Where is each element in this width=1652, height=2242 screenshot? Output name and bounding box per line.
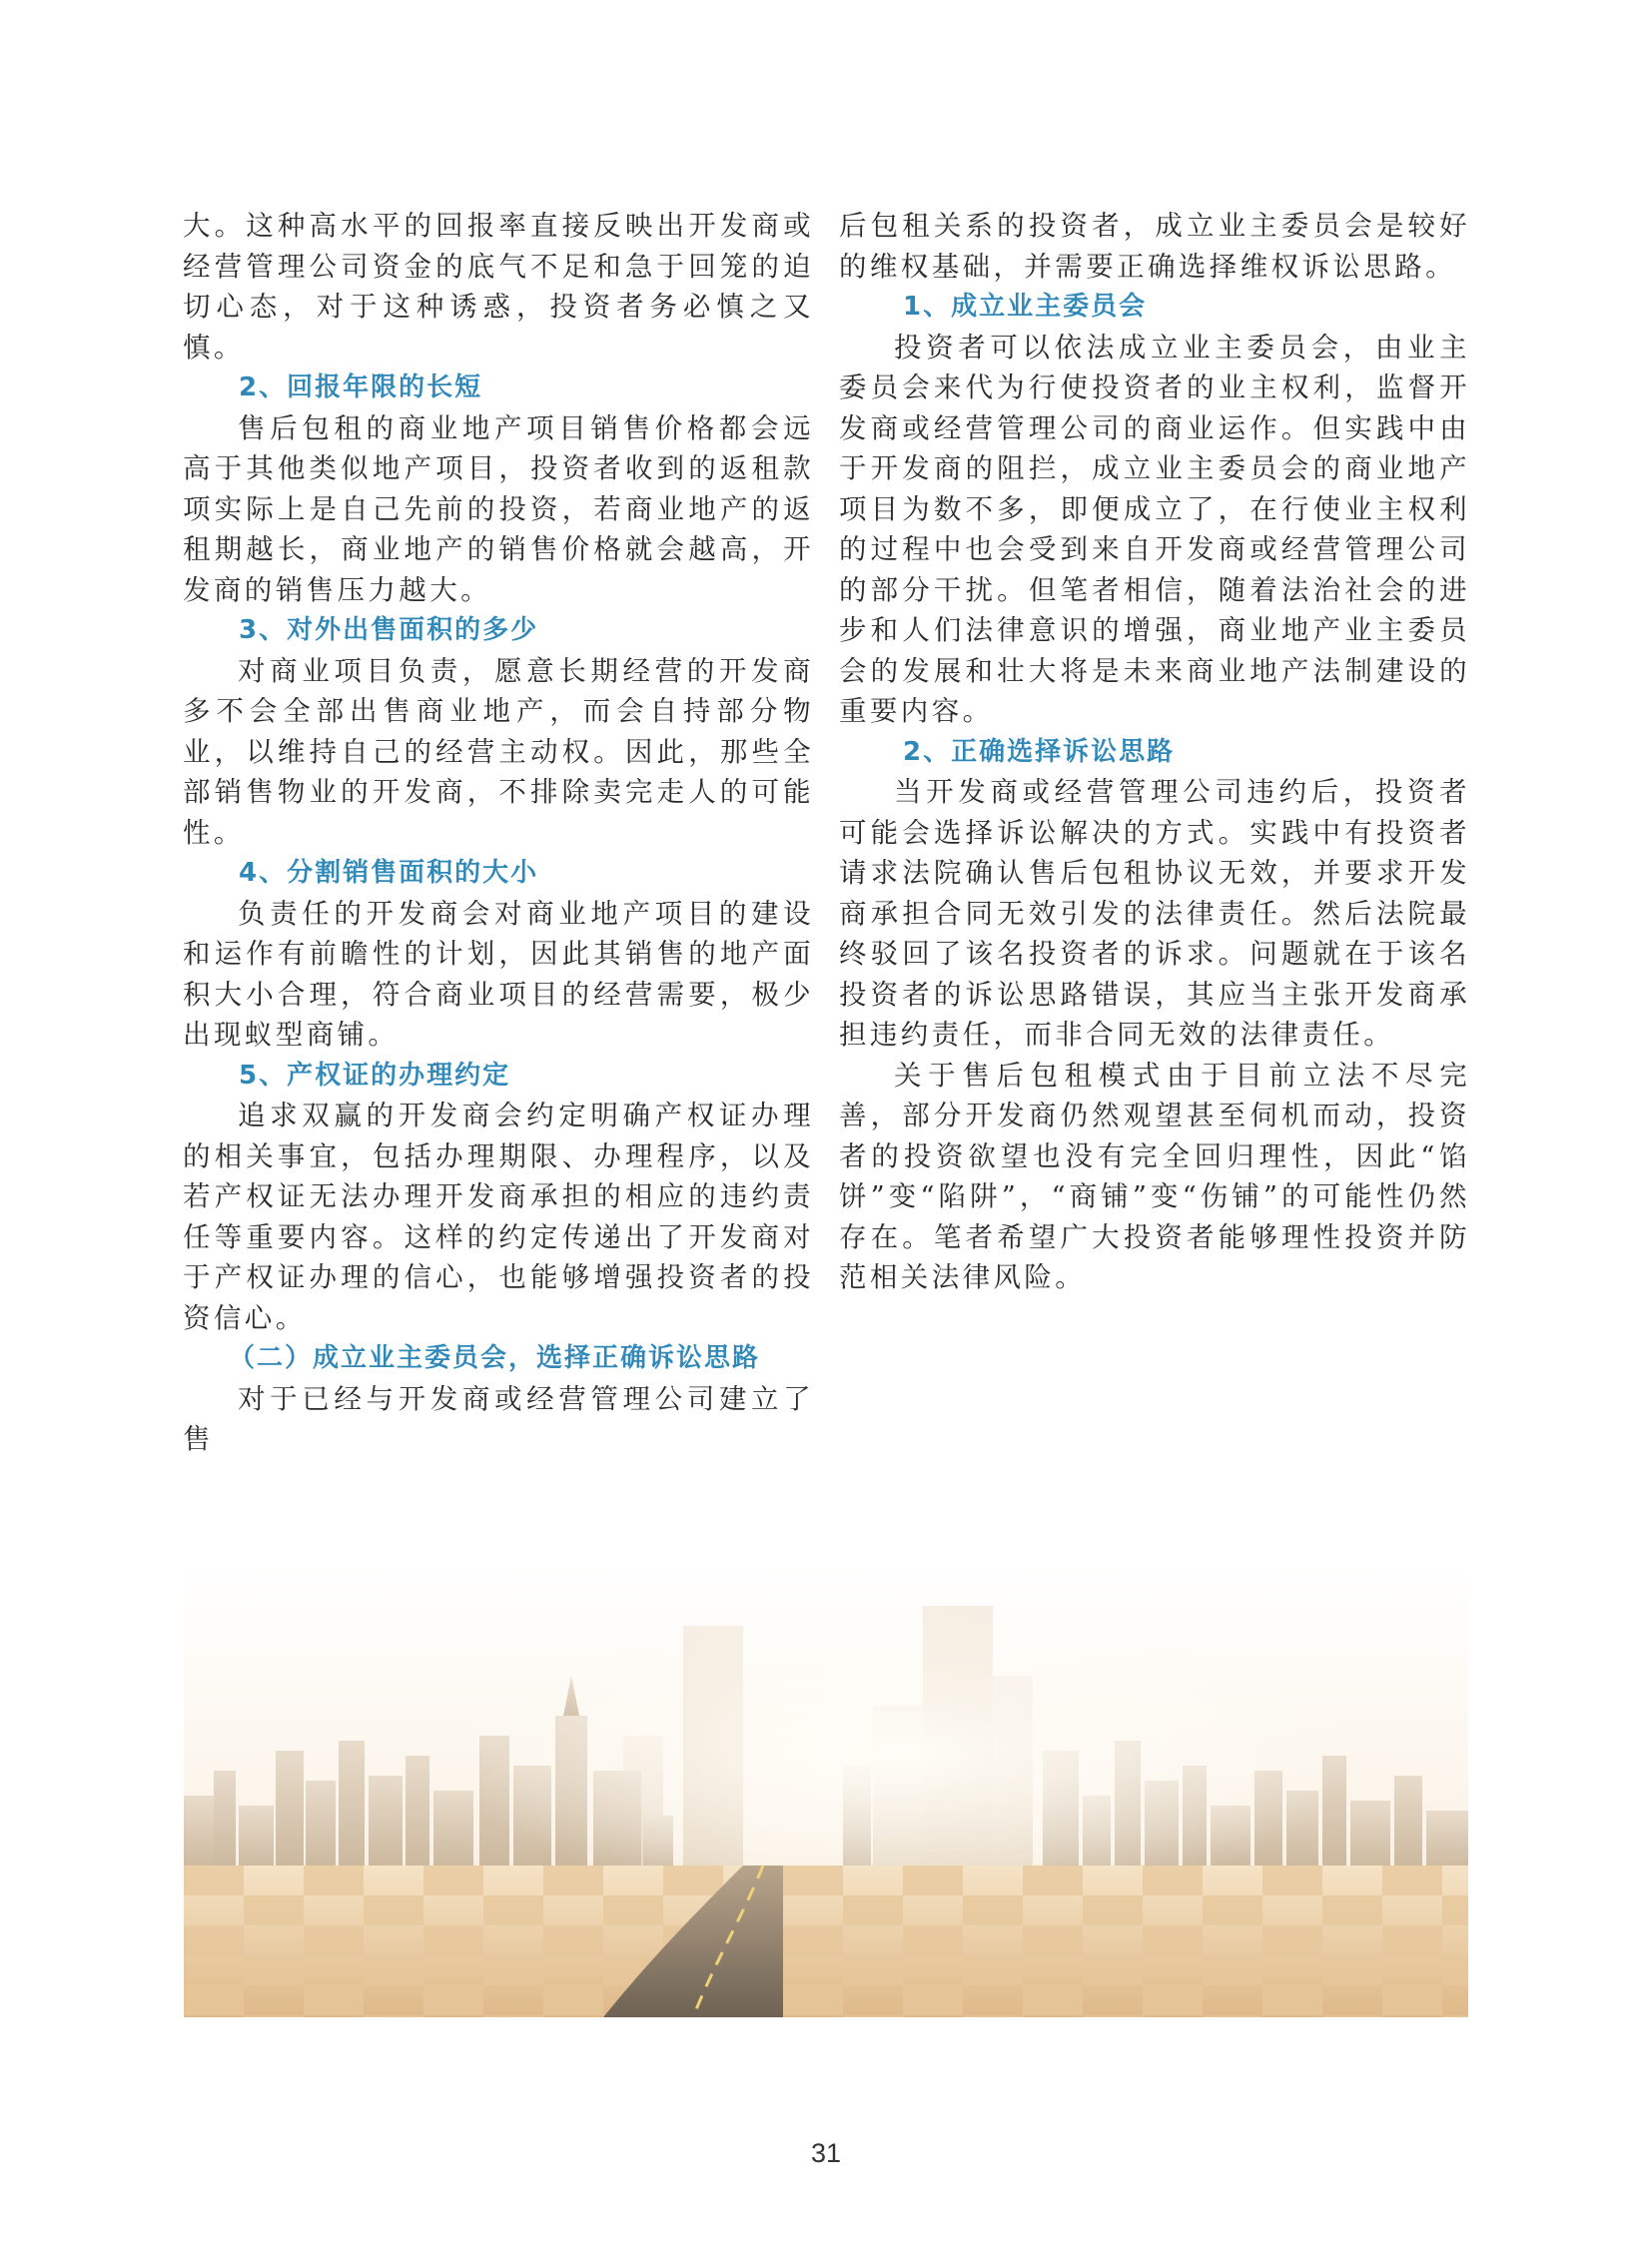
- right-column: [839, 206, 1470, 1298]
- section-heading: 5、产权证的办理约定: [239, 1060, 511, 1091]
- section-heading: 2、正确选择诉讼思路: [903, 736, 1176, 767]
- paragraph: 负责任的开发商会对商业地产项目的建设和运作有前瞻性的计划，因此其销售的地产面积大小合理，符合商业项目的经营需要，极少出现蚁型商铺。: [183, 897, 814, 1051]
- paragraph: 当开发商或经营管理公司违约后，投资者可能会选择诉讼解决的方式。实践中有投资者请求法院确认售后包租协议无效，并要求开发商承担合同无效引发的法律责任。然后法院最终驳回了该名投资者的诉求。问题就在于该名投资者的诉讼思路错误，其应当主张开发商承担违约责任，而非合同无效的法律责任。: [839, 776, 1470, 1051]
- paragraph: 后包租关系的投资者，成立业主委员会是较好的维权基础，并需要正确选择维权诉讼思路。: [839, 210, 1470, 283]
- section-heading: 4、分割销售面积的大小: [239, 858, 539, 888]
- paragraph: 对于已经与开发商或经营管理公司建立了售: [183, 1382, 814, 1455]
- paragraph: 关于售后包租模式由于目前立法不尽完善，部分开发商仍然观望甚至伺机而动，投资者的投资欲望也没有完全回归理性，因此“馅饼”变“陷阱”，“商铺”变“伤铺”的可能性仍然存在。笔者希望广大投资者能够理性投资并防范相关法律风险。: [839, 1059, 1470, 1293]
- page-number: 31: [810, 2138, 842, 2168]
- paragraph: 大。这种高水平的回报率直接反映出开发商或经营管理公司资金的底气不足和急于回笼的迫切心态，对于这种诱惑，投资者务必慎之又慎。: [183, 210, 814, 364]
- section-heading: （二）成立业主委员会，选择正确诉讼思路: [229, 1343, 761, 1373]
- paragraph: 追求双赢的开发商会约定明确产权证办理的相关事宜，包括办理期限、办理程序，以及若产权证无法办理开发商承担的相应的违约责任等重要内容。这样的约定传递出了开发商对于产权证办理的信心，也能够增强投资者的投资信心。: [183, 1100, 814, 1334]
- city-skyline-illustration: [184, 1566, 1468, 2017]
- left-column: [183, 206, 814, 1460]
- section-heading: 2、回报年限的长短: [239, 373, 483, 402]
- paragraph: 售后包租的商业地产项目销售价格都会远高于其他类似地产项目，投资者收到的返租款项实际上是自己先前的投资，若商业地产的返租期越长，商业地产的销售价格就会越高，开发商的销售压力越大。: [183, 411, 814, 606]
- paragraph: 对商业项目负责，愿意长期经营的开发商多不会全部出售商业地产，而会自持部分物业，以维持自己的经营主动权。因此，那些全部销售物业的开发商，不排除卖完走人的可能性。: [183, 654, 814, 849]
- section-heading: 3、对外出售面积的多少: [239, 615, 539, 645]
- section-heading: 1、成立业主委员会: [903, 292, 1148, 322]
- paragraph: 投资者可以依法成立业主委员会，由业主委员会来代为行使投资者的业主权利，监督开发商或经营管理公司的商业运作。但实践中由于开发商的阻拦，成立业主委员会的商业地产项目为数不多，即便成立了，在行使业主权利的过程中也会受到来自开发商或经营管理公司的部分干扰。但笔者相信，随着法治社会的进步和人们法律意识的增强，商业地产业主委员会的发展和壮大将是未来商业地产法制建设的重要内容。: [839, 331, 1470, 727]
